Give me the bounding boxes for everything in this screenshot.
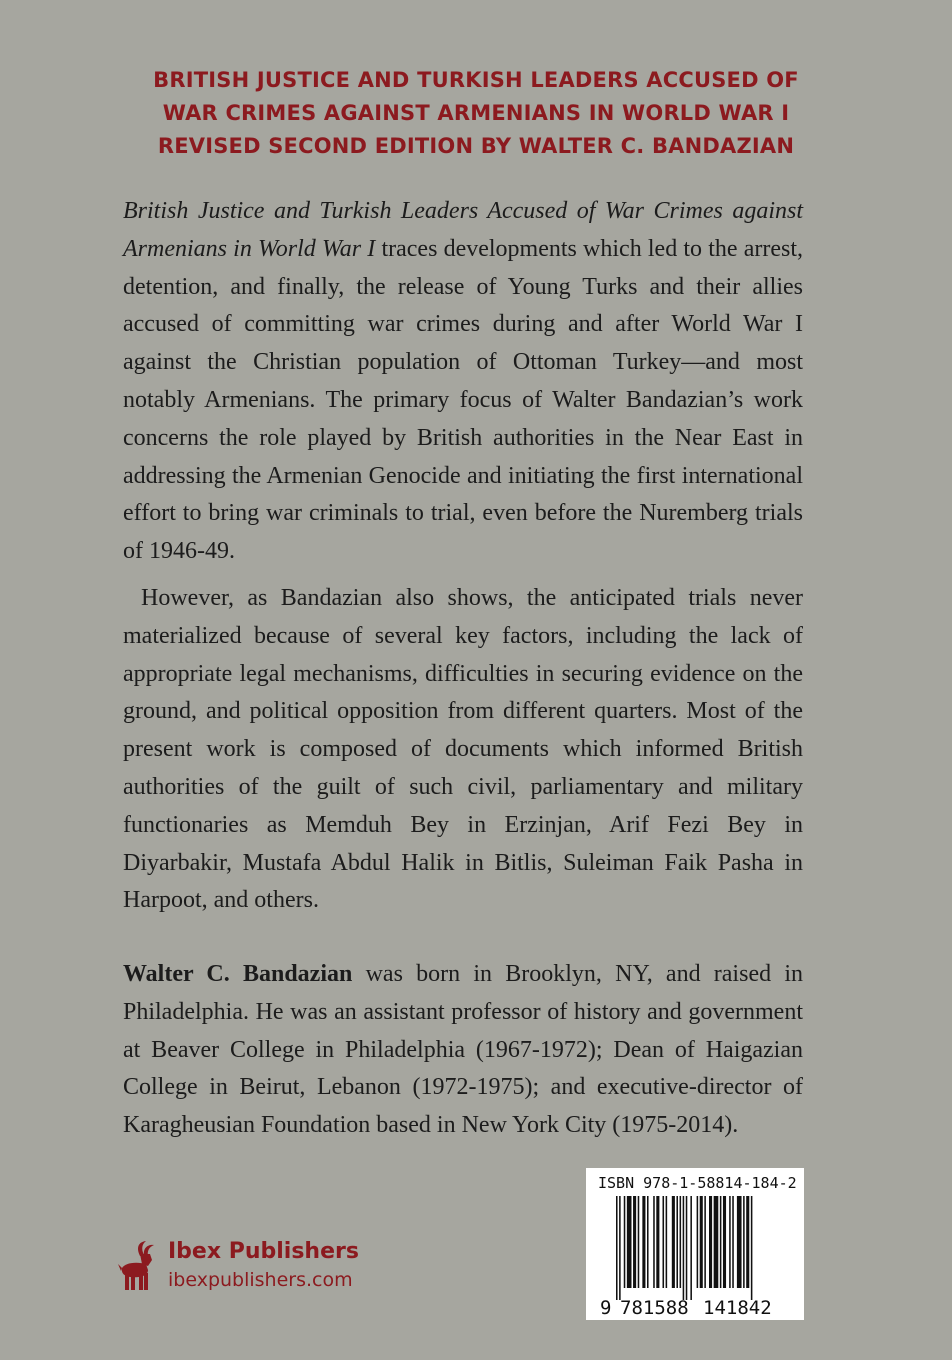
ibex-icon — [118, 1240, 168, 1292]
author-bio-text: was born in Brooklyn, NY, and raised in Philadelphia. He was an assistant professor of history and government at Beaver College in Philadelphia (1967-1972); Dean of Haigazian College in Beirut, Lebanon (1972-1975); and executive-director of Karagheusian Foundation based in New York City (1975-2014). — [123, 961, 803, 1139]
description-paragraph-2 — [123, 580, 803, 920]
barcode-bar — [729, 1196, 731, 1288]
cover-heading — [100, 64, 852, 163]
barcode-bar — [624, 1196, 626, 1288]
barcode-digit-lead: 9 — [600, 1297, 612, 1319]
barcode-bar — [616, 1196, 618, 1300]
barcode-bar — [700, 1196, 703, 1288]
barcode-bar — [751, 1196, 753, 1300]
isbn-label: ISBN 978-1-58814-184-2 — [598, 1174, 797, 1192]
isbn-barcode — [586, 1168, 804, 1320]
barcode-bar — [672, 1196, 675, 1288]
barcode-bar — [642, 1196, 645, 1288]
barcode-bar — [653, 1196, 655, 1288]
barcode-bar — [676, 1196, 678, 1288]
author-bio — [123, 956, 803, 1145]
barcode-bar — [663, 1196, 665, 1288]
barcode-bar — [686, 1196, 688, 1300]
barcode-bar — [666, 1196, 668, 1288]
barcode-bar — [723, 1196, 726, 1288]
description-text-2: However, as Bandazian also shows, the anticipated trials never materialized because of several key factors, including the lack of appropriate legal mechanisms, difficulties in securing evidence on the ground, and political opposition from different quarters. Most of the present work is composed of documents which informed British authorities of the guilt of such civil, parliamentary and military functionaries as Memduh Bey in Erzinjan, Arif Fezi Bey in Diyarbakir, Mustafa Abdul Halik in Bitlis, Suleiman Faik Pasha in Harpoot, and others. — [123, 585, 803, 914]
barcode-bar — [690, 1196, 692, 1300]
barcode-bar — [683, 1196, 685, 1300]
barcode-bar — [714, 1196, 719, 1288]
heading-line-3: REVISED SECOND EDITION BY WALTER C. BANDAZIAN — [157, 134, 795, 158]
barcode-bar — [619, 1196, 621, 1300]
barcode-bar — [737, 1196, 742, 1288]
barcode-bars — [616, 1196, 752, 1300]
publisher-name: Ibex Publishers — [168, 1239, 359, 1264]
barcode-bar — [638, 1196, 640, 1288]
barcode-bar — [647, 1196, 649, 1288]
description-text-1: traces developments which led to the arrest, detention, and finally, the release of Young Turks and their allies accused of committing war crimes during and after World War I against the Christian population of Ottoman Turkey—and most notably Armenians. The primary focus of Walter Bandazian’s work concerns the role played by British authorities in the Near East in addressing the Armenian Genocide and initiating the first international effort to bring war criminals to trial, even before the Nuremberg trials of 1946-49. — [123, 235, 804, 565]
publisher-url: ibexpublishers.com — [168, 1269, 353, 1291]
heading-line-1: BRITISH JUSTICE AND TURKISH LEADERS ACCUSED OF — [153, 68, 799, 92]
barcode-bar — [704, 1196, 706, 1288]
barcode-bar — [697, 1196, 699, 1288]
barcode-bar — [627, 1196, 632, 1288]
author-name: Walter C. Bandazian — [123, 961, 353, 987]
barcode-bar — [746, 1196, 749, 1288]
barcode-bar — [633, 1196, 636, 1288]
heading-line-2: WAR CRIMES AGAINST ARMENIANS IN WORLD WAR I — [162, 101, 790, 125]
barcode-bar — [709, 1196, 712, 1288]
barcode-bar — [720, 1196, 722, 1288]
barcode-bar — [680, 1196, 682, 1288]
barcode-bar — [743, 1196, 745, 1288]
barcode-digits-right: 141842 — [703, 1297, 772, 1319]
barcode-bar — [732, 1196, 734, 1288]
description-paragraph-1 — [123, 193, 803, 571]
publisher-logo — [118, 1236, 368, 1300]
book-title-italic: British Justice and Turkish Leaders Accused of War Crimes against Armenians in World War I — [123, 198, 803, 262]
barcode-digits-left: 781588 — [620, 1297, 689, 1319]
barcode-bar — [656, 1196, 659, 1288]
